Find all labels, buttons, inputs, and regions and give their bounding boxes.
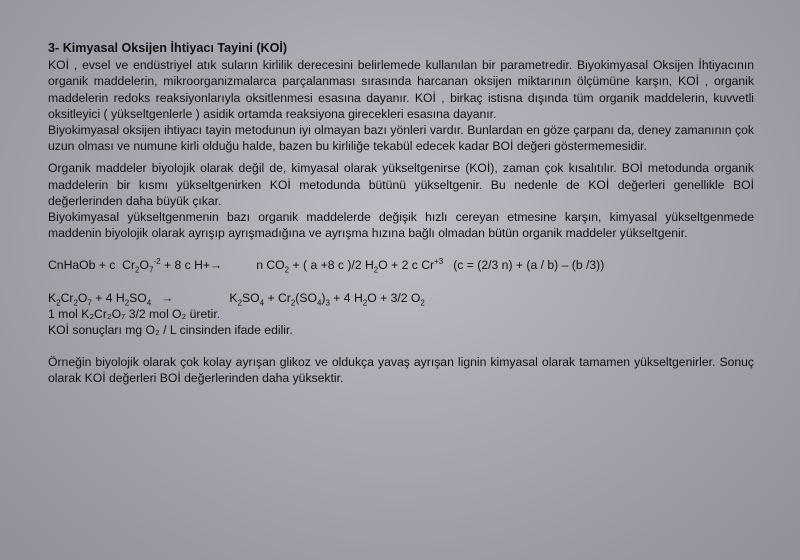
reaction-stoichiometry-note: 1 mol K₂Cr₂O₇ 3/2 mol O₂ üretir.	[48, 306, 221, 321]
paragraph-example-glucose-lignin: Örneğin biyolojik olarak çok kolay ayrışan glikoz ve oldukça yavaş ayrışan lignin kimyasal olarak tamamen yükseltgenirler. Sonuç olarak KOİ değerleri BOİ değerlerinden daha yüksektir.	[48, 355, 754, 386]
section-title: 3- Kimyasal Oksijen İhtiyacı Tayini (KOİ)	[48, 41, 288, 55]
paragraph-chemical-oxidation: Organik maddeler biyolojik olarak değil de, kimyasal olarak yükseltgenirse (KOİ), zaman çok kısalıtılır. BOİ metodunda organik maddelerin bir kısmı yükseltgenirken KOİ metodunda bütünü yükseltgenir. Bu nedenle de KOİ değerleri genellikle BOİ değerlerinden daha büyük çıkar.	[48, 161, 754, 208]
reaction-equation-2: $K_2Cr_2O_7 + 4$ $H_2SO_4 \to K_2SO_4 + Cr_2(SO_4)_3 + 4$ $H_2O + 3/2$ $O_2$	[48, 290, 425, 308]
reaction-equation-1: CnHaOb + c $Cr_2O_7^{-2} + 8$ c H+→ n $CO_2$ + ( a +8 c )/2 $H_2O + 2$ c $Cr^{+3}$ (c = (2/3 n) + (a / b) – (b /3))	[48, 257, 605, 275]
reaction-arrow: →	[161, 290, 174, 305]
paragraph-boi-drawbacks: Biyokimyasal oksijen ihtiyacı tayin metodunun iyi olmayan bazı yönleri vardır. Bunlardan en göze çarpanı da, deney zamanının çok uzun olması ve numune kirli olduğu halde, bazen bu kirliliğe tekabül edecek kadar BOİ değeri göstermemesidir.	[48, 123, 754, 154]
paragraph-koi-definition: KOİ , evsel ve endüstriyel atık suların kirlilik derecesini belirlemede kullanılan bir parametredir. Biyokimyasal Oksijen İhtiyacının organik maddelerin, mikroorganizmalarca parçalanması sırasında harcanan oksijen miktarının ölçümüne karşın, KOİ , organik maddelerin redoks reaksiyonlarıyla oksitlenmesi esasına dayanır. KOİ , birkaç istisna dışında tüm organik maddelerin, kuvvetli oksitleyici ( yükseltgenlerle ) asidik ortamda reaksiyona girecekleri esasına dayanır.	[48, 58, 754, 121]
koi-unit-note: KOİ sonuçları mg O₂ / L cinsinden ifade edilir.	[48, 323, 293, 338]
paragraph-biochemical-oxidation: Biyokimyasal yükseltgenmenin bazı organik maddelerde değişik hızlı cereyan etmesine karşın, kimyasal yükseltgenmede maddenin biyolojik olarak ayrışıp ayrışmadığına ve ayrışma hızına bağlı olmadan bütün organik maddeler yükseltgenir.	[48, 210, 754, 241]
slide-content	[48, 40, 754, 387]
